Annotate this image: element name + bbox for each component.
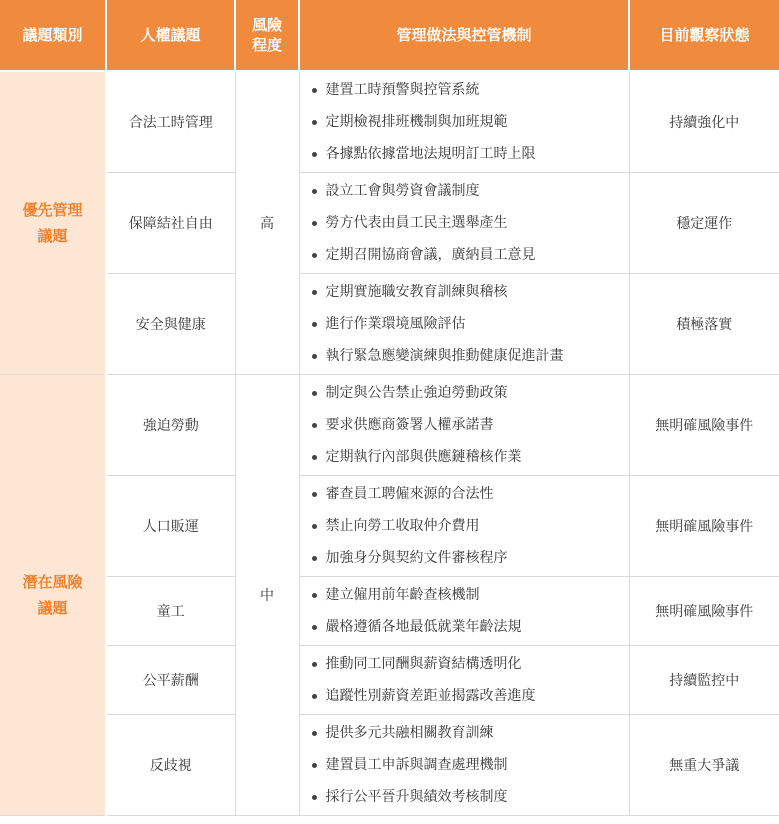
measure-item: 嚴格遵循各地最低就業年齡法規 xyxy=(310,611,629,643)
category-cell: 優先管理 議題 xyxy=(0,71,106,374)
measures-list xyxy=(310,648,629,712)
issue-cell: 安全與健康 xyxy=(106,273,235,374)
measures-list xyxy=(310,717,629,813)
measures-list xyxy=(310,74,629,170)
status-cell: 無明確風險事件 xyxy=(629,475,779,576)
measures-cell xyxy=(299,475,629,576)
measure-item: 建立僱用前年齡查核機制 xyxy=(310,579,629,611)
status-cell: 無重大爭議 xyxy=(629,714,779,815)
measures-list xyxy=(310,579,629,643)
status-cell: 無明確風險事件 xyxy=(629,374,779,475)
measures-list xyxy=(310,377,629,473)
status-cell: 無明確風險事件 xyxy=(629,576,779,645)
measures-cell xyxy=(299,374,629,475)
measures-cell xyxy=(299,714,629,815)
measure-item: 各據點依據當地法規明訂工時上限 xyxy=(310,138,629,170)
table-row xyxy=(0,273,779,374)
measure-item: 定期檢視排班機制與加班規範 xyxy=(310,106,629,138)
measures-list xyxy=(310,175,629,271)
measure-item: 建置員工申訴與調查處理機制 xyxy=(310,749,629,781)
issue-cell: 合法工時管理 xyxy=(106,71,235,172)
measure-item: 定期執行內部與供應鏈稽核作業 xyxy=(310,441,629,473)
table-row xyxy=(0,374,779,475)
risk-level-cell: 高 xyxy=(235,71,299,374)
risk-level-cell: 中 xyxy=(235,374,299,815)
measures-cell xyxy=(299,273,629,374)
measures-cell xyxy=(299,576,629,645)
measures-list xyxy=(310,478,629,574)
measure-item: 採行公平晉升與績效考核制度 xyxy=(310,781,629,813)
issue-cell: 強迫勞動 xyxy=(106,374,235,475)
measure-item: 禁止向勞工收取仲介費用 xyxy=(310,510,629,542)
issue-cell: 反歧視 xyxy=(106,714,235,815)
measures-cell xyxy=(299,71,629,172)
measure-item: 提供多元共融相關教育訓練 xyxy=(310,717,629,749)
measures-cell xyxy=(299,645,629,714)
measure-item: 定期召開協商會議，廣納員工意見 xyxy=(310,239,629,271)
issue-cell: 人口販運 xyxy=(106,475,235,576)
measures-list xyxy=(310,276,629,372)
measure-item: 定期實施職安教育訓練與稽核 xyxy=(310,276,629,308)
table-row xyxy=(0,714,779,815)
status-cell: 積極落實 xyxy=(629,273,779,374)
header-risk: 風險 程度 xyxy=(235,0,299,71)
measure-item: 勞方代表由員工民主選舉產生 xyxy=(310,207,629,239)
header-category: 議題類別 xyxy=(0,0,106,71)
header-issue: 人權議題 xyxy=(106,0,235,71)
measure-item: 推動同工同酬與薪資結構透明化 xyxy=(310,648,629,680)
issue-cell: 公平薪酬 xyxy=(106,645,235,714)
measures-cell xyxy=(299,172,629,273)
header-row xyxy=(0,0,779,71)
table-row xyxy=(0,71,779,172)
measure-item: 加強身分與契約文件審核程序 xyxy=(310,542,629,574)
table-row xyxy=(0,475,779,576)
measure-item: 設立工會與勞資會議制度 xyxy=(310,175,629,207)
issue-cell: 童工 xyxy=(106,576,235,645)
header-status: 目前觀察狀態 xyxy=(629,0,779,71)
table-row xyxy=(0,645,779,714)
category-cell: 潛在風險 議題 xyxy=(0,374,106,815)
issue-cell: 保障結社自由 xyxy=(106,172,235,273)
measure-item: 進行作業環境風險評估 xyxy=(310,308,629,340)
table-row xyxy=(0,576,779,645)
header-measures: 管理做法與控管機制 xyxy=(299,0,629,71)
status-cell: 持續監控中 xyxy=(629,645,779,714)
measure-item: 建置工時預警與控管系統 xyxy=(310,74,629,106)
measure-item: 審查員工聘僱來源的合法性 xyxy=(310,478,629,510)
measure-item: 要求供應商簽署人權承諾書 xyxy=(310,409,629,441)
measure-item: 追蹤性別薪資差距並揭露改善進度 xyxy=(310,680,629,712)
measure-item: 制定與公告禁止強迫勞動政策 xyxy=(310,377,629,409)
table-row xyxy=(0,172,779,273)
measure-item: 執行緊急應變演練與推動健康促進計畫 xyxy=(310,340,629,372)
status-cell: 持續強化中 xyxy=(629,71,779,172)
status-cell: 穩定運作 xyxy=(629,172,779,273)
